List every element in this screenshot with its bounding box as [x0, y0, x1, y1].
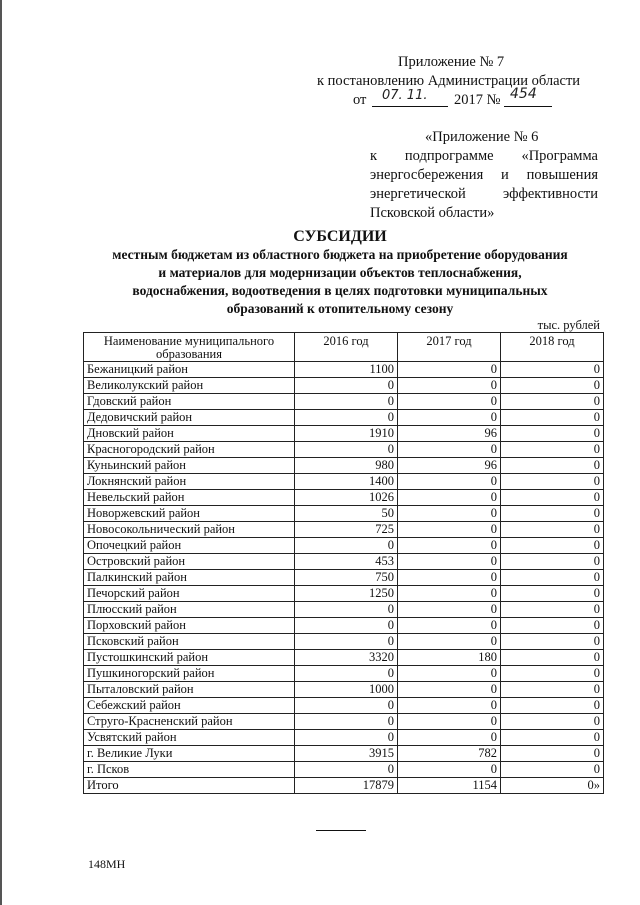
table-row: [84, 426, 604, 442]
table-row: [84, 474, 604, 490]
header-date-prefix: от: [353, 92, 367, 108]
cell-2017: 0: [398, 586, 501, 602]
cell-2018: 0: [501, 442, 604, 458]
cell-2016: 0: [295, 714, 398, 730]
table-row: [84, 634, 604, 650]
cell-municipality: Печорский район: [84, 586, 295, 602]
cell-municipality: Опочецкий район: [84, 538, 295, 554]
cell-2017: 0: [398, 682, 501, 698]
cell-2016: 0: [295, 394, 398, 410]
cell-municipality: Локнянский район: [84, 474, 295, 490]
document-code: 148МН: [88, 857, 126, 871]
cell-2017: 0: [398, 698, 501, 714]
cell-2018: 0: [501, 666, 604, 682]
cell-2017: 0: [398, 362, 501, 378]
cell-2016: 17879: [295, 778, 398, 794]
cell-municipality: Себежский район: [84, 698, 295, 714]
cell-2017: 0: [398, 522, 501, 538]
appendix-line-3: энергосбережения и повышения: [370, 167, 598, 183]
cell-2016: 1100: [295, 362, 398, 378]
table-row: [84, 602, 604, 618]
cell-2016: 3320: [295, 650, 398, 666]
cell-2018: 0: [501, 730, 604, 746]
cell-2018: 0: [501, 650, 604, 666]
cell-2016: 0: [295, 666, 398, 682]
cell-municipality: Струго-Красненский район: [84, 714, 295, 730]
cell-2018: 0: [501, 522, 604, 538]
cell-2018: 0: [501, 474, 604, 490]
cell-2017: 0: [398, 394, 501, 410]
date-underline: [372, 106, 448, 107]
cell-2016: 725: [295, 522, 398, 538]
table-row: [84, 522, 604, 538]
cell-municipality: Невельский район: [84, 490, 295, 506]
table-row: [84, 410, 604, 426]
handwritten-number: 454: [510, 86, 537, 102]
cell-2017: 0: [398, 474, 501, 490]
table-row: [84, 650, 604, 666]
cell-municipality: Великолукский район: [84, 378, 295, 394]
cell-2018: 0: [501, 378, 604, 394]
table-row: [84, 378, 604, 394]
title-line-4: образований к отопительному сезону: [226, 301, 454, 316]
cell-2017: 0: [398, 730, 501, 746]
cell-2017: 96: [398, 458, 501, 474]
appendix-line-4: энергетической эффективности: [370, 186, 598, 202]
cell-2018: 0»: [501, 778, 604, 794]
table-row: [84, 698, 604, 714]
cell-2018: 0: [501, 506, 604, 522]
cell-2016: 50: [295, 506, 398, 522]
cell-municipality: Усвятский район: [84, 730, 295, 746]
cell-2018: 0: [501, 458, 604, 474]
subsidies-table: [83, 332, 604, 794]
cell-2017: 0: [398, 506, 501, 522]
cell-2017: 0: [398, 762, 501, 778]
cell-2017: 0: [398, 570, 501, 586]
cell-2018: 0: [501, 426, 604, 442]
cell-municipality: г. Великие Луки: [84, 746, 295, 762]
cell-2018: 0: [501, 682, 604, 698]
cell-municipality: Красногородский район: [84, 442, 295, 458]
cell-2018: 0: [501, 570, 604, 586]
table-row: [84, 730, 604, 746]
table-row: [84, 362, 604, 378]
cell-2016: 0: [295, 634, 398, 650]
title-line-1: местным бюджетам из областного бюджета на приобретение оборудования: [112, 247, 568, 262]
cell-municipality: Новосокольнический район: [84, 522, 295, 538]
table-row: [84, 554, 604, 570]
cell-municipality: Куньинский район: [84, 458, 295, 474]
column-header-2018: 2018 год: [501, 333, 604, 362]
cell-2017: 0: [398, 490, 501, 506]
cell-2016: 1910: [295, 426, 398, 442]
cell-municipality: Новоржевский район: [84, 506, 295, 522]
cell-2017: 0: [398, 666, 501, 682]
table-header-row: [84, 333, 604, 362]
cell-2016: 750: [295, 570, 398, 586]
cell-municipality: Итого: [84, 778, 295, 794]
cell-2017: 96: [398, 426, 501, 442]
cell-2016: 1026: [295, 490, 398, 506]
cell-2018: 0: [501, 490, 604, 506]
cell-2017: 180: [398, 650, 501, 666]
cell-municipality: Пушкиногорский район: [84, 666, 295, 682]
cell-2017: 0: [398, 602, 501, 618]
table-row: [84, 586, 604, 602]
appendix-line-2: к подпрограмме «Программа: [370, 148, 598, 164]
table-row: [84, 778, 604, 794]
cell-2016: 0: [295, 538, 398, 554]
header-line-appendix7: Приложение № 7: [398, 54, 505, 70]
cell-2017: 0: [398, 714, 501, 730]
header-line-decree: к постановлению Администрации области: [317, 73, 581, 89]
table-row: [84, 394, 604, 410]
cell-municipality: Палкинский район: [84, 570, 295, 586]
cell-2017: 0: [398, 554, 501, 570]
cell-2017: 0: [398, 618, 501, 634]
cell-municipality: Псковский район: [84, 634, 295, 650]
number-underline: [504, 106, 552, 107]
cell-municipality: Порховский район: [84, 618, 295, 634]
cell-2018: 0: [501, 394, 604, 410]
column-header-municipality: Наименование муниципального образования: [84, 333, 295, 362]
cell-2017: 0: [398, 634, 501, 650]
table-row: [84, 618, 604, 634]
appendix-line-1: «Приложение № 6: [425, 129, 539, 145]
table-row: [84, 490, 604, 506]
cell-2017: 1154: [398, 778, 501, 794]
table-row: [84, 762, 604, 778]
cell-2016: 0: [295, 378, 398, 394]
cell-2018: 0: [501, 538, 604, 554]
title-line-2: и материалов для модернизации объектов теплоснабжения,: [158, 265, 522, 280]
cell-2016: 0: [295, 410, 398, 426]
cell-2018: 0: [501, 362, 604, 378]
table-row: [84, 570, 604, 586]
cell-2017: 0: [398, 410, 501, 426]
table-row: [84, 506, 604, 522]
cell-2016: 1000: [295, 682, 398, 698]
title-line-3: водоснабжения, водоотведения в целях подготовки муниципальных: [132, 283, 548, 298]
cell-municipality: Островский район: [84, 554, 295, 570]
footer-separator: [316, 830, 366, 831]
cell-2018: 0: [501, 698, 604, 714]
table-row: [84, 458, 604, 474]
cell-municipality: Дновский район: [84, 426, 295, 442]
cell-municipality: Дедовичский район: [84, 410, 295, 426]
cell-2016: 0: [295, 762, 398, 778]
cell-2017: 782: [398, 746, 501, 762]
table-row: [84, 746, 604, 762]
cell-2018: 0: [501, 554, 604, 570]
cell-municipality: Пустошкинский район: [84, 650, 295, 666]
table-row: [84, 682, 604, 698]
cell-2018: 0: [501, 762, 604, 778]
column-header-2016: 2016 год: [295, 333, 398, 362]
cell-2018: 0: [501, 618, 604, 634]
cell-2018: 0: [501, 714, 604, 730]
cell-2016: 453: [295, 554, 398, 570]
cell-municipality: г. Псков: [84, 762, 295, 778]
cell-municipality: Пыталовский район: [84, 682, 295, 698]
cell-municipality: Гдовский район: [84, 394, 295, 410]
cell-2016: 980: [295, 458, 398, 474]
units-label: тыс. рублей: [537, 318, 600, 332]
cell-municipality: Плюсский район: [84, 602, 295, 618]
cell-2016: 0: [295, 618, 398, 634]
cell-2018: 0: [501, 586, 604, 602]
cell-2018: 0: [501, 634, 604, 650]
column-header-2017: 2017 год: [398, 333, 501, 362]
document-title: СУБСИДИИ: [293, 228, 387, 245]
table-row: [84, 442, 604, 458]
cell-2016: 0: [295, 602, 398, 618]
cell-2017: 0: [398, 442, 501, 458]
cell-2016: 0: [295, 442, 398, 458]
cell-2018: 0: [501, 746, 604, 762]
cell-municipality: Бежаницкий район: [84, 362, 295, 378]
cell-2016: 0: [295, 730, 398, 746]
cell-2016: 3915: [295, 746, 398, 762]
handwritten-date: 07. 11.: [382, 88, 428, 103]
appendix-line-5: Псковской области»: [370, 205, 495, 221]
cell-2016: 1250: [295, 586, 398, 602]
cell-2018: 0: [501, 410, 604, 426]
cell-2016: 1400: [295, 474, 398, 490]
table-row: [84, 666, 604, 682]
cell-2017: 0: [398, 538, 501, 554]
cell-2018: 0: [501, 602, 604, 618]
header-year-number: 2017 №: [454, 92, 501, 108]
cell-2017: 0: [398, 378, 501, 394]
scan-edge: [0, 0, 2, 905]
cell-2016: 0: [295, 698, 398, 714]
table-row: [84, 538, 604, 554]
table-row: [84, 714, 604, 730]
